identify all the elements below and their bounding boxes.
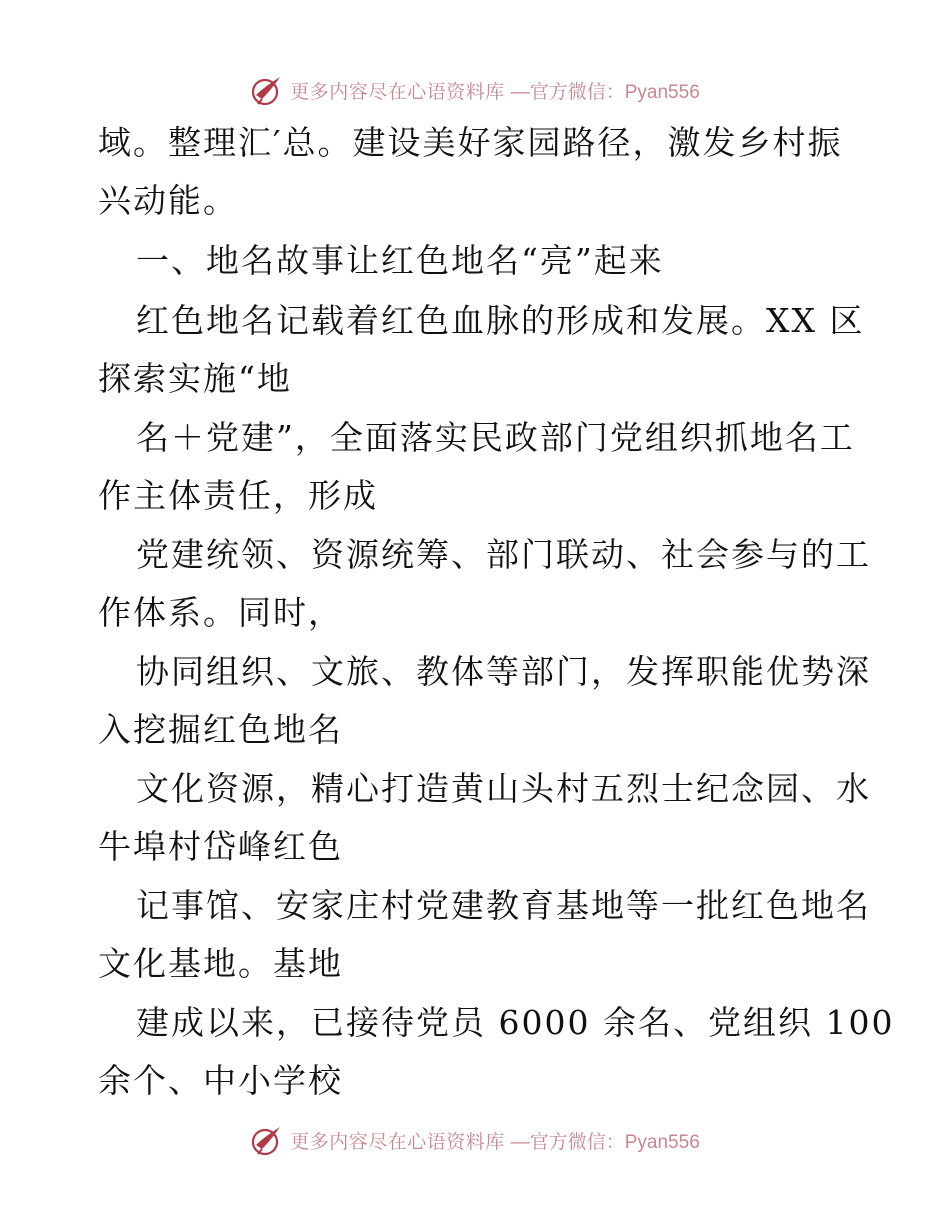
body-line: 探索实施“地 [98,359,292,398]
footer-wechat-text: —官方微信：Pyan556 [510,1131,700,1153]
body-line: 党建统领、资源统筹、部门联动、社会参与的工 [136,535,871,574]
body-line: 记事馆、安家庄村党建教育基地等一批红色地名 [136,886,871,925]
body-line: 牛埠村岱峰红色 [98,827,343,866]
body-line: 红色地名记载着红色血脉的形成和发展。XX 区 [136,301,865,340]
footer-brand-text: 更多内容尽在心语资料库 [290,1130,505,1153]
body-line: 协同组织、文旅、教体等部门，发挥职能优势深 [136,652,871,691]
header-banner [0,70,950,110]
footer-banner [0,1120,950,1160]
body-line: 名＋党建”，全面落实民政部门党组织抓地名工 [136,418,855,457]
body-line: 域。整理汇′总。建设美好家园路径，激发乡村振 [98,123,843,162]
body-line: 作体系。同时， [98,593,343,632]
body-line: 文化资源，精心打造黄山头村五烈士纪念园、水 [136,769,871,808]
header-wechat-text: —官方微信：Pyan556 [510,81,700,103]
body-line: 文化基地。基地 [98,944,343,983]
quill-pen-logo-icon [250,73,284,107]
body-line: 入挖掘红色地名 [98,710,343,749]
body-line: 建成以来，已接待党员 6000 余名、党组织 100 [136,1003,895,1042]
body-line: 兴动能。 [98,181,238,220]
header-brand-text: 更多内容尽在心语资料库 [290,80,505,103]
body-line: 余个、中小学校 [98,1061,343,1100]
quill-pen-logo-icon [250,1123,284,1157]
body-line: 作主体责任，形成 [98,476,378,515]
section-heading: 一、地名故事让红色地名“亮”起来 [136,241,664,280]
